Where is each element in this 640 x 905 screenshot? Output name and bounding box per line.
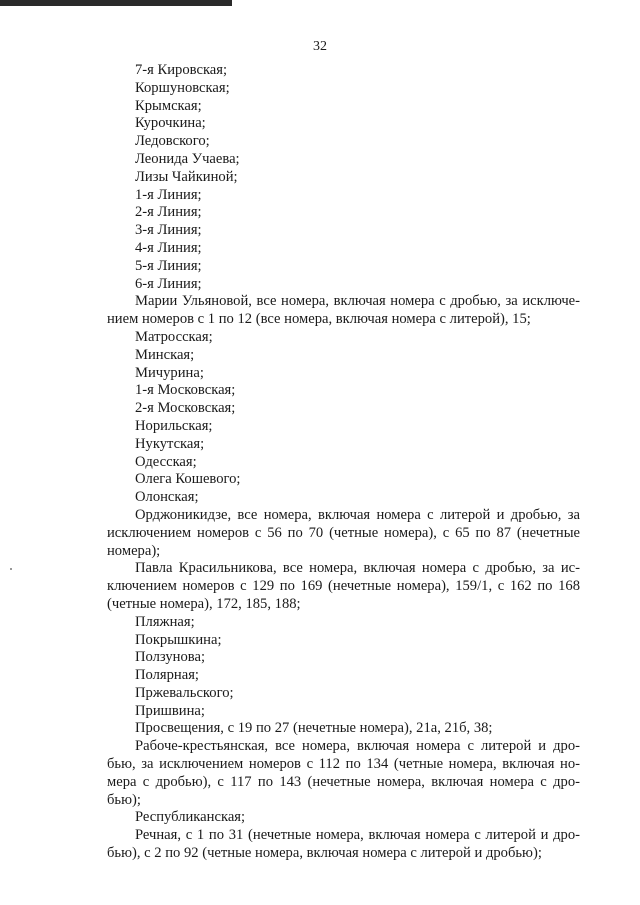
text-line: нием номеров с 1 по 12 (все номера, включая номера с литерой), 15; (107, 311, 531, 328)
text-line: Ледовского; (135, 133, 210, 150)
text-line: ключением номеров с 129 по 169 (нечетные номера), 159/1, с 162 по 168 (107, 578, 580, 595)
text-line: Мичурина; (135, 364, 204, 381)
text-line: бью), с 2 по 92 (четные номера, включая номера с литерой и дробью); (107, 845, 542, 862)
text-line: 1-я Московская; (135, 382, 236, 399)
text-line: Ползунова; (135, 649, 206, 666)
text-line: Марии Ульяновой, все номера, включая номера с дробью, за исключе- (135, 293, 580, 310)
text-line: 5-я Линия; (135, 257, 202, 274)
page-number: 32 (313, 39, 327, 54)
text-line: Речная, с 1 по 31 (нечетные номера, включая номера с литерой и дро- (135, 827, 580, 844)
text-line: Курочкина; (135, 115, 206, 132)
text-line: Рабоче-крестьянская, все номера, включая номера с литерой и дро- (135, 738, 580, 755)
text-line: бью); (107, 791, 141, 808)
document-body (107, 62, 580, 863)
text-line: Полярная; (135, 667, 199, 684)
text-line: (четные номера), 172, 185, 188; (107, 595, 301, 612)
text-line: Просвещения, с 19 по 27 (нечетные номера), 21а, 21б, 38; (135, 720, 493, 737)
text-line: Покрышкина; (135, 631, 222, 648)
text-line: Крымская; (135, 97, 202, 114)
text-line: Норильская; (135, 417, 213, 434)
text-line: Республиканская; (135, 809, 246, 826)
text-line: Матросская; (135, 328, 213, 345)
text-line: Коршуновская; (135, 79, 230, 96)
text-line: бью, за исключением номеров с 112 по 134 (четные номера, включая но- (107, 756, 580, 773)
text-line: Одесская; (135, 453, 197, 470)
text-line: 2-я Московская; (135, 400, 236, 417)
text-line: 6-я Линия; (135, 275, 202, 292)
text-line: Олонская; (135, 489, 199, 506)
text-line: Павла Красильникова, все номера, включая номера с дробью, за ис- (135, 560, 580, 577)
text-line: 1-я Линия; (135, 186, 202, 203)
text-line: исключением номеров с 56 по 70 (четные номера), с 65 по 87 (нечетные (107, 524, 580, 541)
text-line: номера); (107, 542, 161, 559)
text-line: Лизы Чайкиной; (135, 168, 238, 185)
scan-edge-artifact (0, 0, 232, 6)
text-line: 4-я Линия; (135, 239, 202, 256)
text-line: Пржевальского; (135, 684, 234, 701)
text-line: 2-я Линия; (135, 204, 202, 221)
text-line: Олега Кошевого; (135, 471, 241, 488)
text-line: Пляжная; (135, 613, 195, 630)
text-line: Минская; (135, 346, 195, 363)
text-line: мера с дробью), с 117 по 143 (нечетные номера, включая номера с дро- (107, 773, 580, 790)
text-line: Пришвина; (135, 702, 205, 719)
scan-speck-artifact (10, 568, 12, 570)
text-line: Орджоникидзе, все номера, включая номера с литерой и дробью, за (135, 506, 580, 523)
text-line: 3-я Линия; (135, 222, 202, 239)
text-line: Нукутская; (135, 435, 205, 452)
text-line: 7-я Кировская; (135, 62, 228, 78)
text-line: Леонида Учаева; (135, 150, 240, 167)
